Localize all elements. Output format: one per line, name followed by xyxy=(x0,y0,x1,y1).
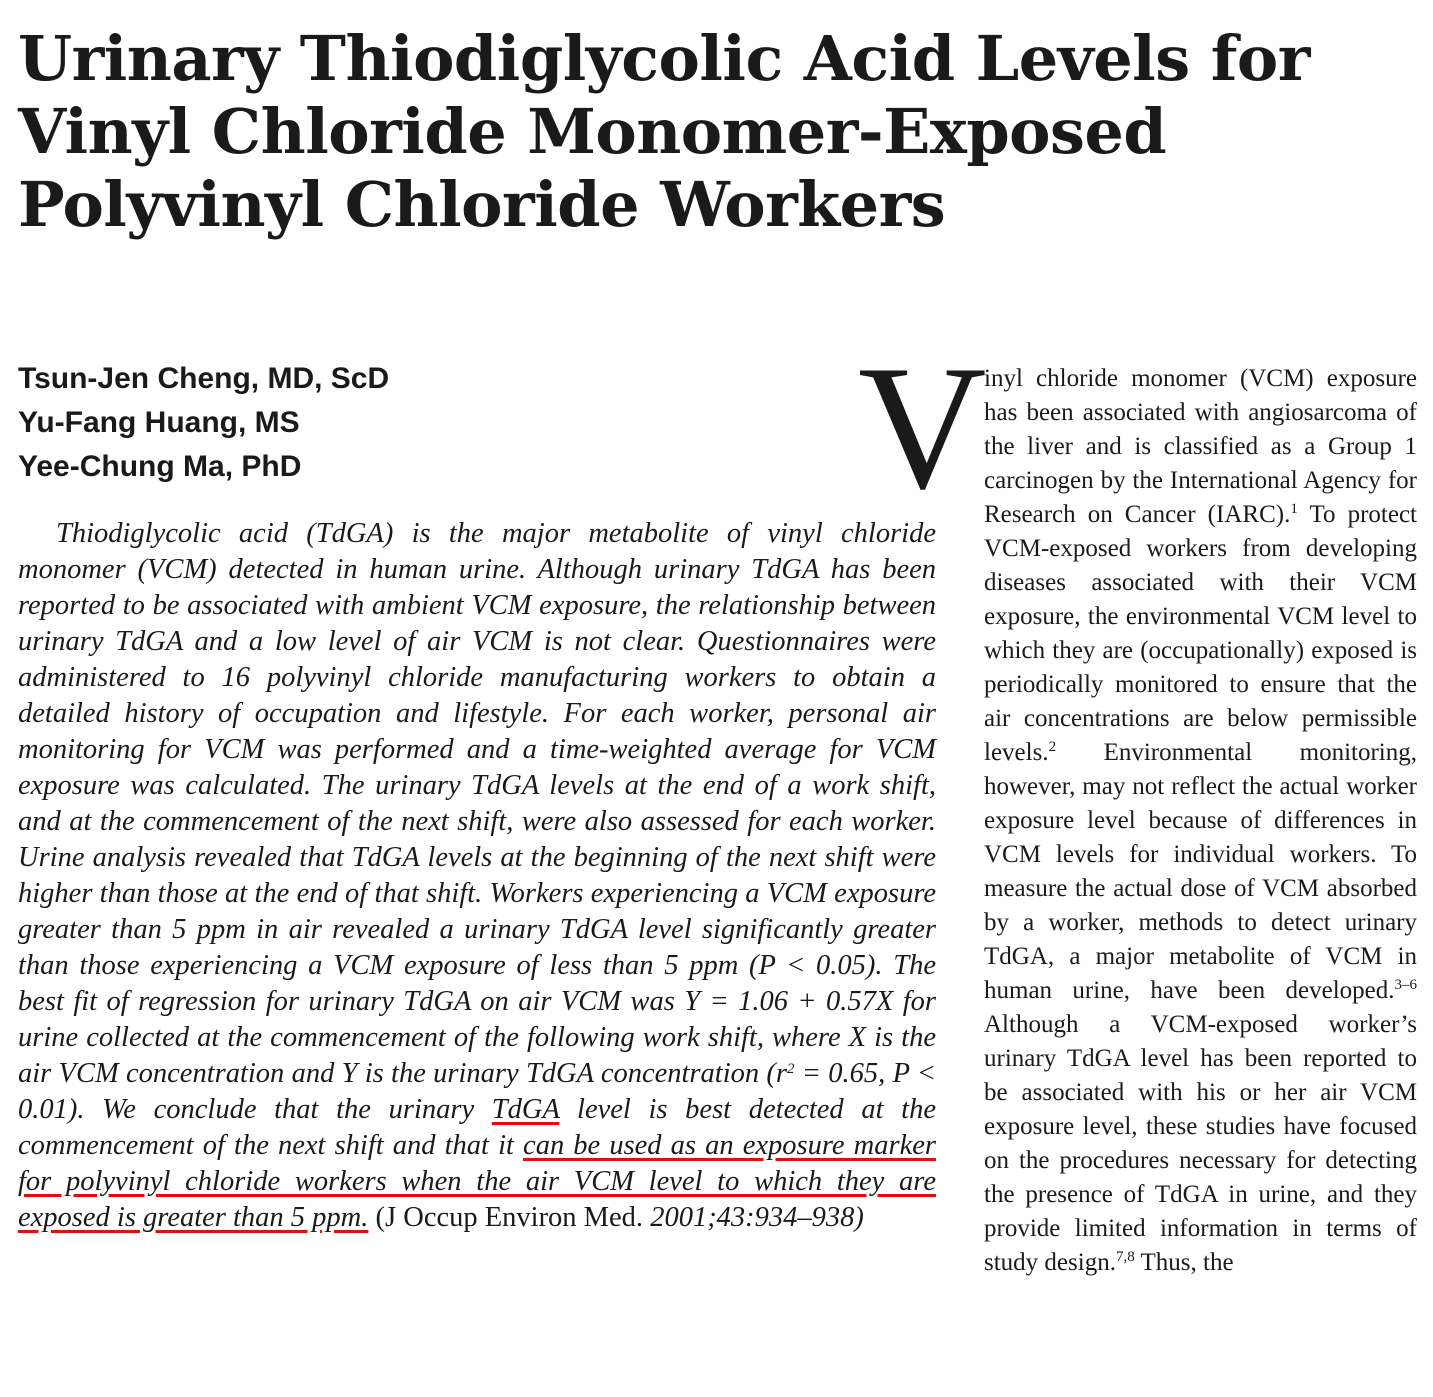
author-name: Yee-Chung Ma, PhD xyxy=(18,450,302,483)
body-text: inyl chloride monomer (VCM) exposure has been associated with angiosarcoma of the liver and is classified as a Group 1 carcinogen by the International Agency for Research on Cancer (IARC). xyxy=(984,365,1417,528)
highlighted-term: TdGA xyxy=(491,1094,560,1125)
reference-marker: 3–6 xyxy=(1394,977,1417,993)
body-text-column xyxy=(984,362,1417,1280)
article-title: Urinary Thiodiglycolic Acid Levels for Vinyl Chloride Monomer-Exposed Polyvinyl Chloride Workers xyxy=(18,22,1310,241)
author-list xyxy=(18,357,389,489)
reference-marker: 1 xyxy=(1290,501,1298,517)
journal-citation: (J Occup Environ Med. xyxy=(368,1202,644,1233)
r-squared-exponent: 2 xyxy=(786,1061,795,1077)
highlighted-conclusion: can be used as an exposure marker for polyvinyl chloride workers when the air VCM level to which they are exposed is greater than 5 ppm. xyxy=(18,1130,936,1233)
abstract-text: level is best detected at the commencement of the next shift and that it xyxy=(18,1094,936,1161)
journal-citation-date: 2001;43:934–938) xyxy=(643,1202,864,1233)
drop-cap: V xyxy=(858,328,987,526)
reference-marker: 7,8 xyxy=(1115,1249,1135,1265)
abstract-text: Thiodiglycolic acid (TdGA) is the major metabolite of vinyl chloride monomer (VCM) detected in human urine. Although urinary TdGA has been reported to be associated with ambient VCM exposure, the relationship between urinary TdGA and a low level of air VCM is not clear. Questionnaires were administered to 16 polyvinyl chloride manufacturing workers to obtain a detailed history of occupation and lifestyle. For each worker, personal air monitoring for VCM was performed and a time-weighted average for VCM exposure was calculated. The urinary TdGA levels at the end of a work shift, and at the commencement of the next shift, were also assessed for each worker. Urine analysis revealed that TdGA levels at the beginning of the next shift were higher than those at the end of that shift. Workers experiencing a VCM exposure greater than 5 ppm in air revealed a urinary TdGA level significantly greater than those experiencing a VCM exposure of less than 5 ppm (P < 0.05). The best fit of regression for urinary TdGA on air VCM was Y = 1.06 + 0.57X for urine collected at the commencement of the following work shift, where X is the air VCM concentration and Y is the urinary TdGA concentration (r xyxy=(18,518,936,1089)
author-name: Yu-Fang Huang, MS xyxy=(18,406,300,439)
body-text: Thus, the xyxy=(1134,1249,1234,1276)
abstract xyxy=(18,516,936,1236)
author-name: Tsun-Jen Cheng, MD, ScD xyxy=(18,362,390,395)
reference-marker: 2 xyxy=(1048,739,1057,755)
body-text: To protect VCM-exposed workers from developing diseases associated with their VCM exposure, the environmental VCM level to which they are (occupationally) exposed is periodically monitored to ensure that the air concentrations are below permissible levels. xyxy=(984,501,1417,766)
body-text: Although a VCM-exposed worker’s urinary TdGA level has been reported to be associated with his or her air VCM exposure level, these studies have focused on the procedures necessary for detecting the presence of TdGA in urine, and they provide limited information in terms of study design. xyxy=(984,1011,1417,1276)
abstract-text: = 0.65, P < 0.01). We conclude that the urinary xyxy=(18,1058,936,1125)
body-text: Environmental monitoring, however, may not reflect the actual worker exposure level because of differences in VCM levels for individual workers. To measure the actual dose of VCM absorbed by a worker, methods to detect urinary TdGA, a major metabolite of VCM in human urine, have been developed. xyxy=(984,739,1417,1004)
